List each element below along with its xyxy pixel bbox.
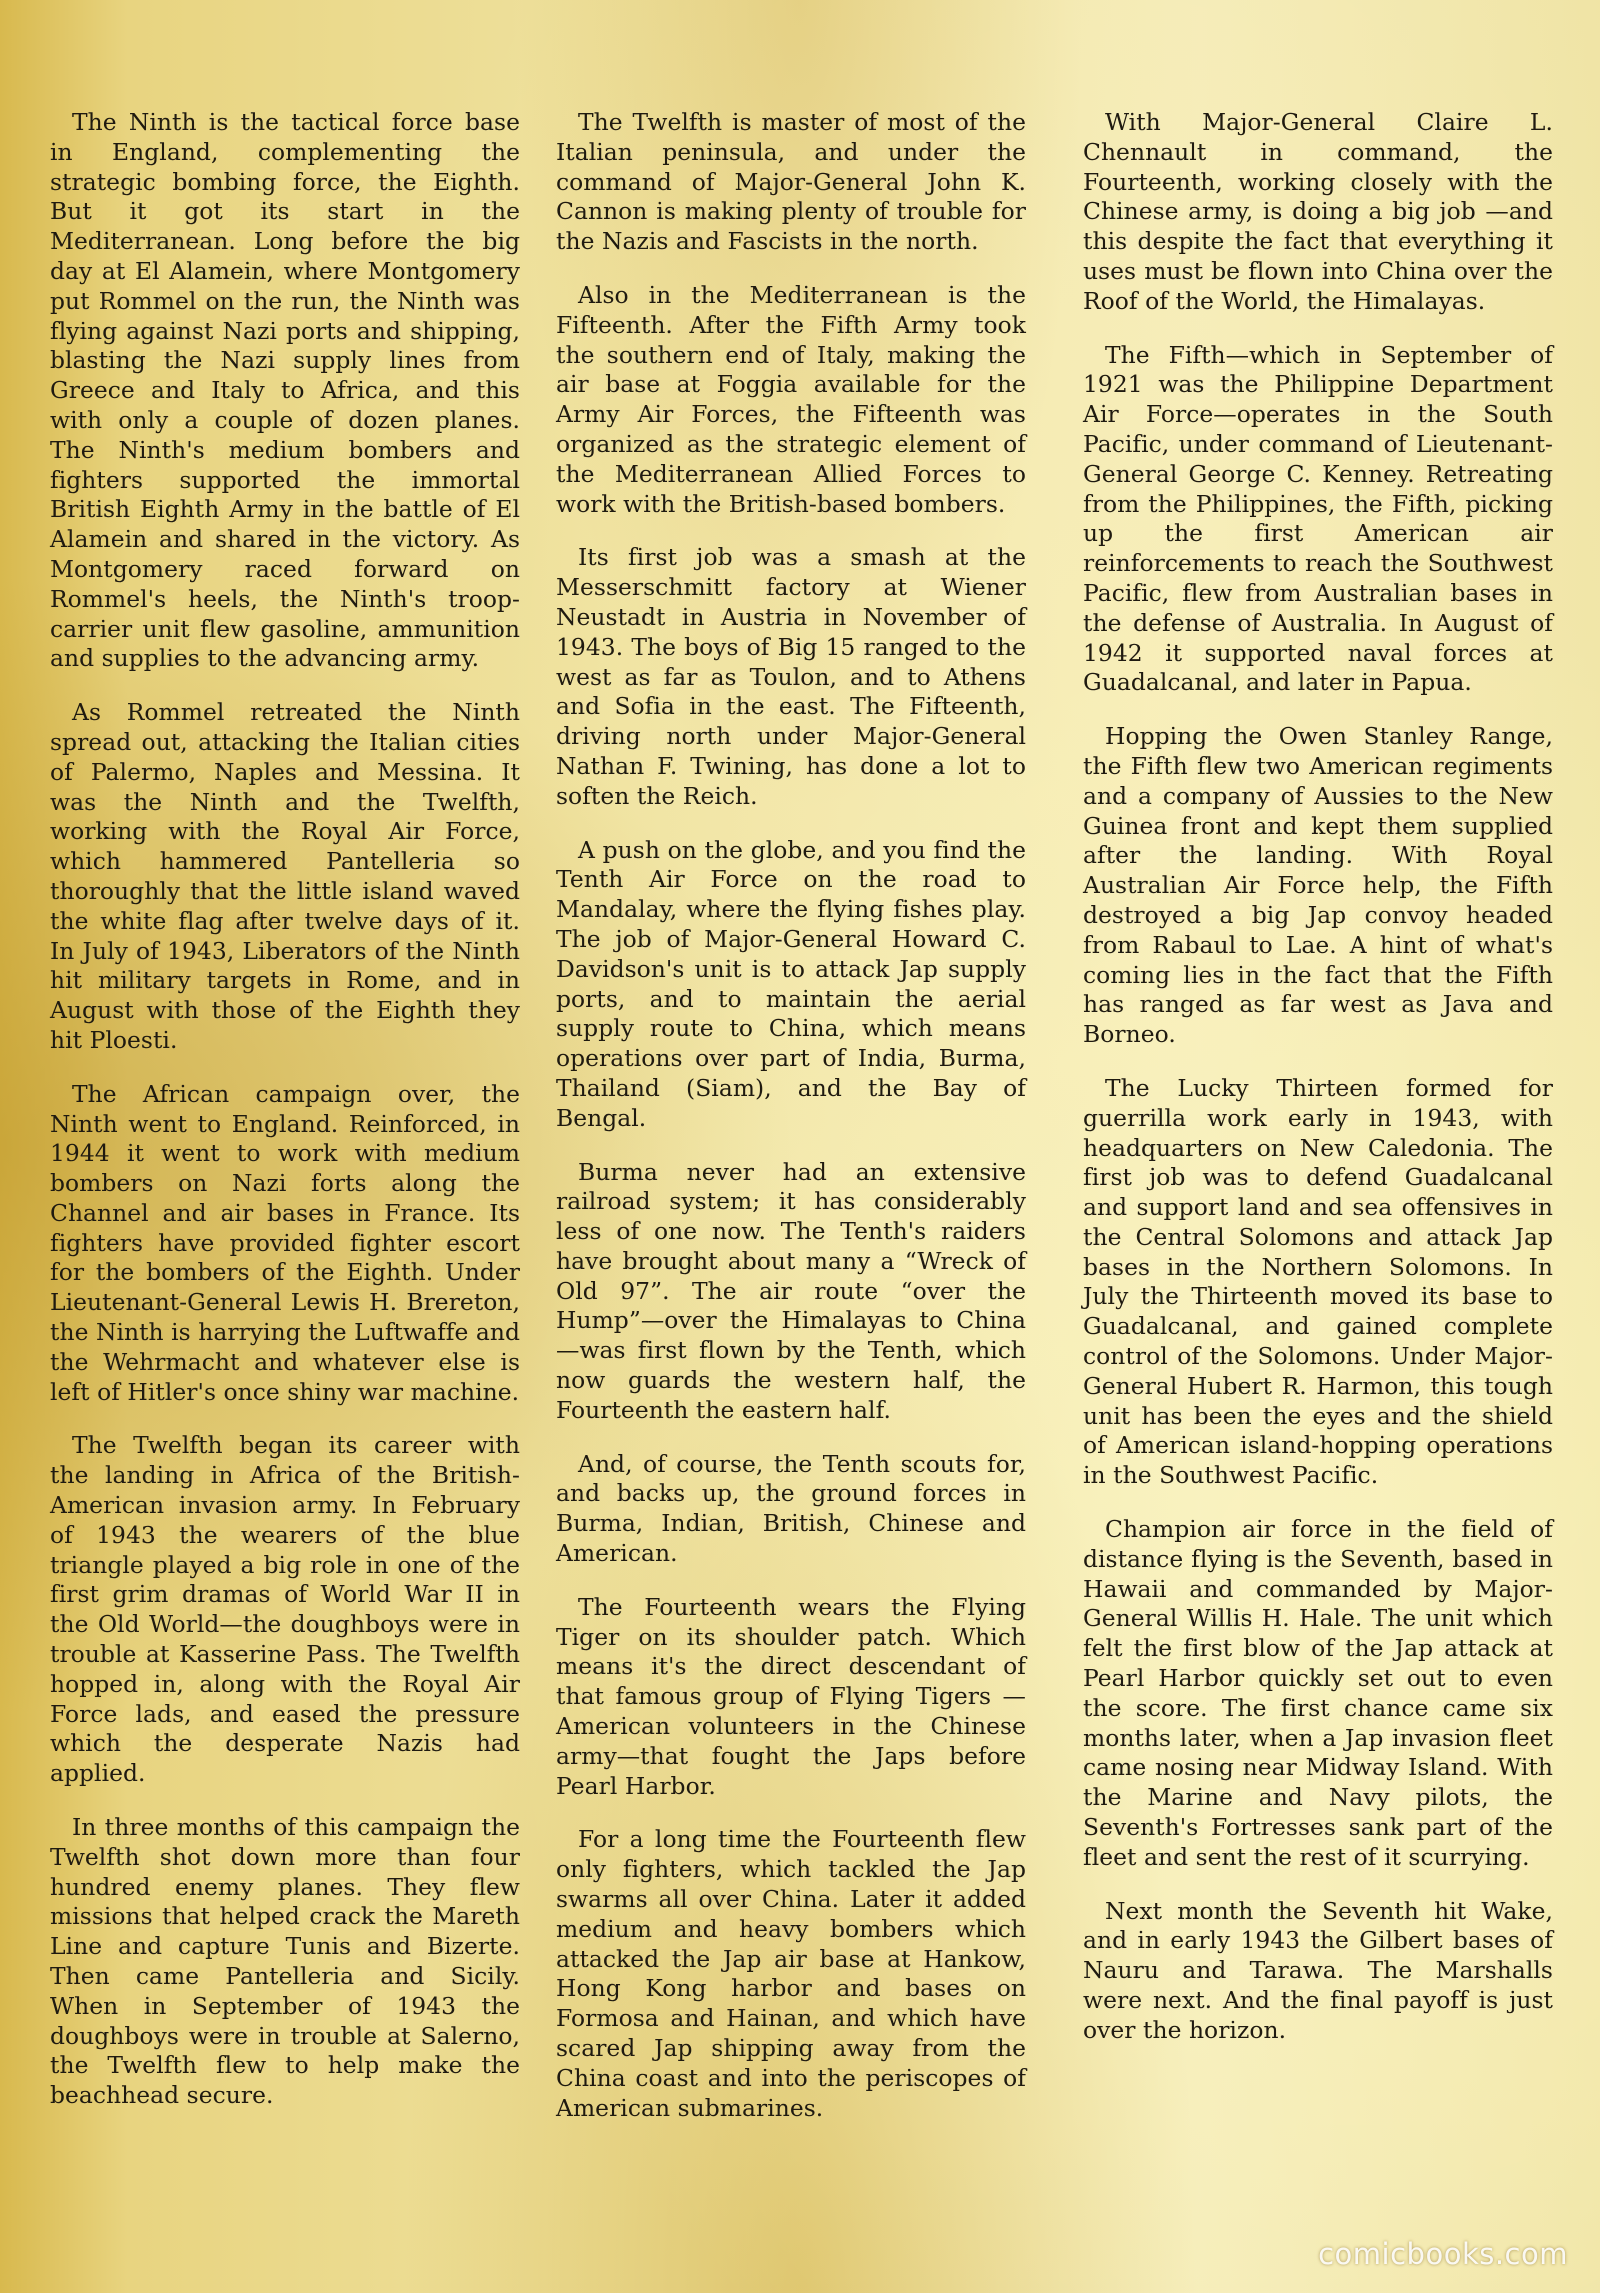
paragraph: Champion air force in the field of distance flying is the Seventh, based in Hawaii and commanded by Major-General Willis H. Hale. The unit which felt the first blow of the Jap attack at Pearl Harbor quickly set out to even the score. The first chance came six months later, when a Jap invasion fleet came nosing near Midway Island. With the Marine and Navy pilots, the Seventh's Fortresses sank part of the fleet and sent the rest of it scurrying. [1083,1515,1553,1871]
paragraph: The Twelfth began its career with the landing in Africa of the British-American invasion army. In February of 1943 the wearers of the blue triangle played a big role in one of the first grim dramas of World War II in the Old World—the doughboys were in trouble at Kasserine Pass. The Twelfth hopped in, along with the Royal Air Force lads, and eased the pressure which the desperate Nazis had applied. [50,1431,520,1788]
paragraph: The Lucky Thirteen formed for guerrilla work early in 1943, with headquarters on New Caledonia. The first job was to defend Guadalcanal and support land and sea offensives in the Central Solomons and attack Jap bases in the Northern Solomons. In July the Thirteenth moved its base to Guadalcanal, and gained complete control of the Solomons. Under Major-General Hubert R. Harmon, this tough unit has been the eyes and the shield of American island-hopping operations in the Southwest Pacific. [1083,1073,1553,1490]
text-column-middle [556,108,1026,2147]
paragraph: With Major-General Claire L. Chennault in command, the Fourteenth, working closely with the Chinese army, is doing a big job —and this despite the fact that everything it uses must be flown into China over the Roof of the World, the Himalayas. [1083,108,1553,315]
text-column-right [1083,108,1553,2070]
paragraph: The Fourteenth wears the Flying Tiger on its shoulder patch. Which means it's the direct descendant of that famous group of Flying Tigers —American volunteers in the Chinese army—that fought the Japs before Pearl Harbor. [556,1592,1026,1800]
paragraph: The Ninth is the tactical force base in England, complementing the strategic bombing force, the Eighth. But it got its start in the Mediterranean. Long before the big day at El Alamein, where Montgomery put Rommel on the run, the Ninth was flying against Nazi ports and shipping, blasting the Nazi supply lines from Greece and Italy to Africa, and this with only a couple of dozen planes. The Ninth's medium bombers and fighters supported the immortal British Eighth Army in the battle of El Alamein and shared in the victory. As Montgomery raced forward on Rommel's heels, the Ninth's troop-carrier unit flew gasoline, ammunition and supplies to the advancing army. [50,108,520,673]
paragraph: For a long time the Fourteenth flew only fighters, which tackled the Jap swarms all over China. Later it added medium and heavy bombers which attacked the Jap air base at Hankow, Hong Kong harbor and bases on Formosa and Hainan, and which have scared Jap shipping away from the China coast and into the periscopes of American submarines. [556,1825,1026,2122]
paragraph: The African campaign over, the Ninth went to England. Reinforced, in 1944 it went to work with medium bombers on Nazi forts along the Channel and air bases in France. Its fighters have provided fighter escort for the bombers of the Eighth. Under Lieutenant-General Lewis H. Brereton, the Ninth is harrying the Luftwaffe and the Wehrmacht and whatever else is left of Hitler's once shiny war machine. [50,1079,521,1406]
paragraph: Its first job was a smash at the Messerschmitt factory at Wiener Neustadt in Austria in November of 1943. The boys of Big 15 ranged to the west as far as Toulon, and to Athens and Sofia in the east. The Fifteenth, driving north under Major-General Nathan F. Twining, has done a lot to soften the Reich. [556,543,1026,810]
text-column-left [50,108,520,2135]
paragraph: A push on the globe, and you find the Tenth Air Force on the road to Mandalay, where the flying fishes play. The job of Major-General Howard C. Davidson's unit is to attack Jap supply ports, and to maintain the aerial supply route to China, which means operations over part of India, Burma, Thailand (Siam), and the Bay of Bengal. [556,835,1026,1132]
paragraph: As Rommel retreated the Ninth spread out, attacking the Italian cities of Palermo, Naples and Messina. It was the Ninth and the Twelfth, working with the Royal Air Force, which hammered Pantelleria so thoroughly that the little island waved the white flag after twelve days of it. In July of 1943, Liberators of the Ninth hit military targets in Rome, and in August with those of the Eighth they hit Ploesti. [50,698,520,1054]
paragraph: Hopping the Owen Stanley Range, the Fifth flew two American regiments and a company of Aussies to the New Guinea front and kept them supplied after the landing. With Royal Australian Air Force help, the Fifth destroyed a big Jap convoy headed from Rabaul to Lae. A hint of what's coming lies in the fact that the Fifth has ranged as far west as Java and Borneo. [1083,722,1553,1049]
paragraph: Next month the Seventh hit Wake, and in early 1943 the Gilbert bases of Nauru and Tarawa. The Marshalls were next. And the final payoff is just over the horizon. [1083,1896,1553,2044]
paragraph: Burma never had an extensive railroad system; it has considerably less of one now. The Tenth's raiders have brought about many a “Wreck of Old 97”. The air route “over the Hump”—over the Himalayas to China—was first flown by the Tenth, which now guards the western half, the Fourteenth the eastern half. [556,1157,1026,1424]
paragraph: In three months of this campaign the Twelfth shot down more than four hundred enemy planes. They flew missions that helped crack the Mareth Line and capture Tunis and Bizerte. Then came Pantelleria and Sicily. When in September of 1943 the doughboys were in trouble at Salerno, the Twelfth flew to help make the beachhead secure. [50,1813,520,2110]
paragraph: Also in the Mediterranean is the Fifteenth. After the Fifth Army took the southern end of Italy, making the air base at Foggia available for the Army Air Forces, the Fifteenth was organized as the strategic element of the Mediterranean Allied Forces to work with the British-based bombers. [556,280,1026,518]
paragraph: The Twelfth is master of most of the Italian peninsula, and under the command of Major-General John K. Cannon is making plenty of trouble for the Nazis and Fascists in the north. [556,108,1026,256]
watermark: comicbooks.com [1318,2237,1568,2271]
paragraph: And, of course, the Tenth scouts for, and backs up, the ground forces in Burma, Indian, British, Chinese and American. [556,1449,1026,1568]
paragraph: The Fifth—which in September of 1921 was the Philippine Department Air Force—operates in the South Pacific, under command of Lieutenant-General George C. Kenney. Retreating from the Philippines, the Fifth, picking up the first American air reinforcements to reach the Southwest Pacific, flew from Australian bases in the defense of Australia. In August of 1942 it supported naval forces at Guadalcanal, and later in Papua. [1083,340,1553,697]
